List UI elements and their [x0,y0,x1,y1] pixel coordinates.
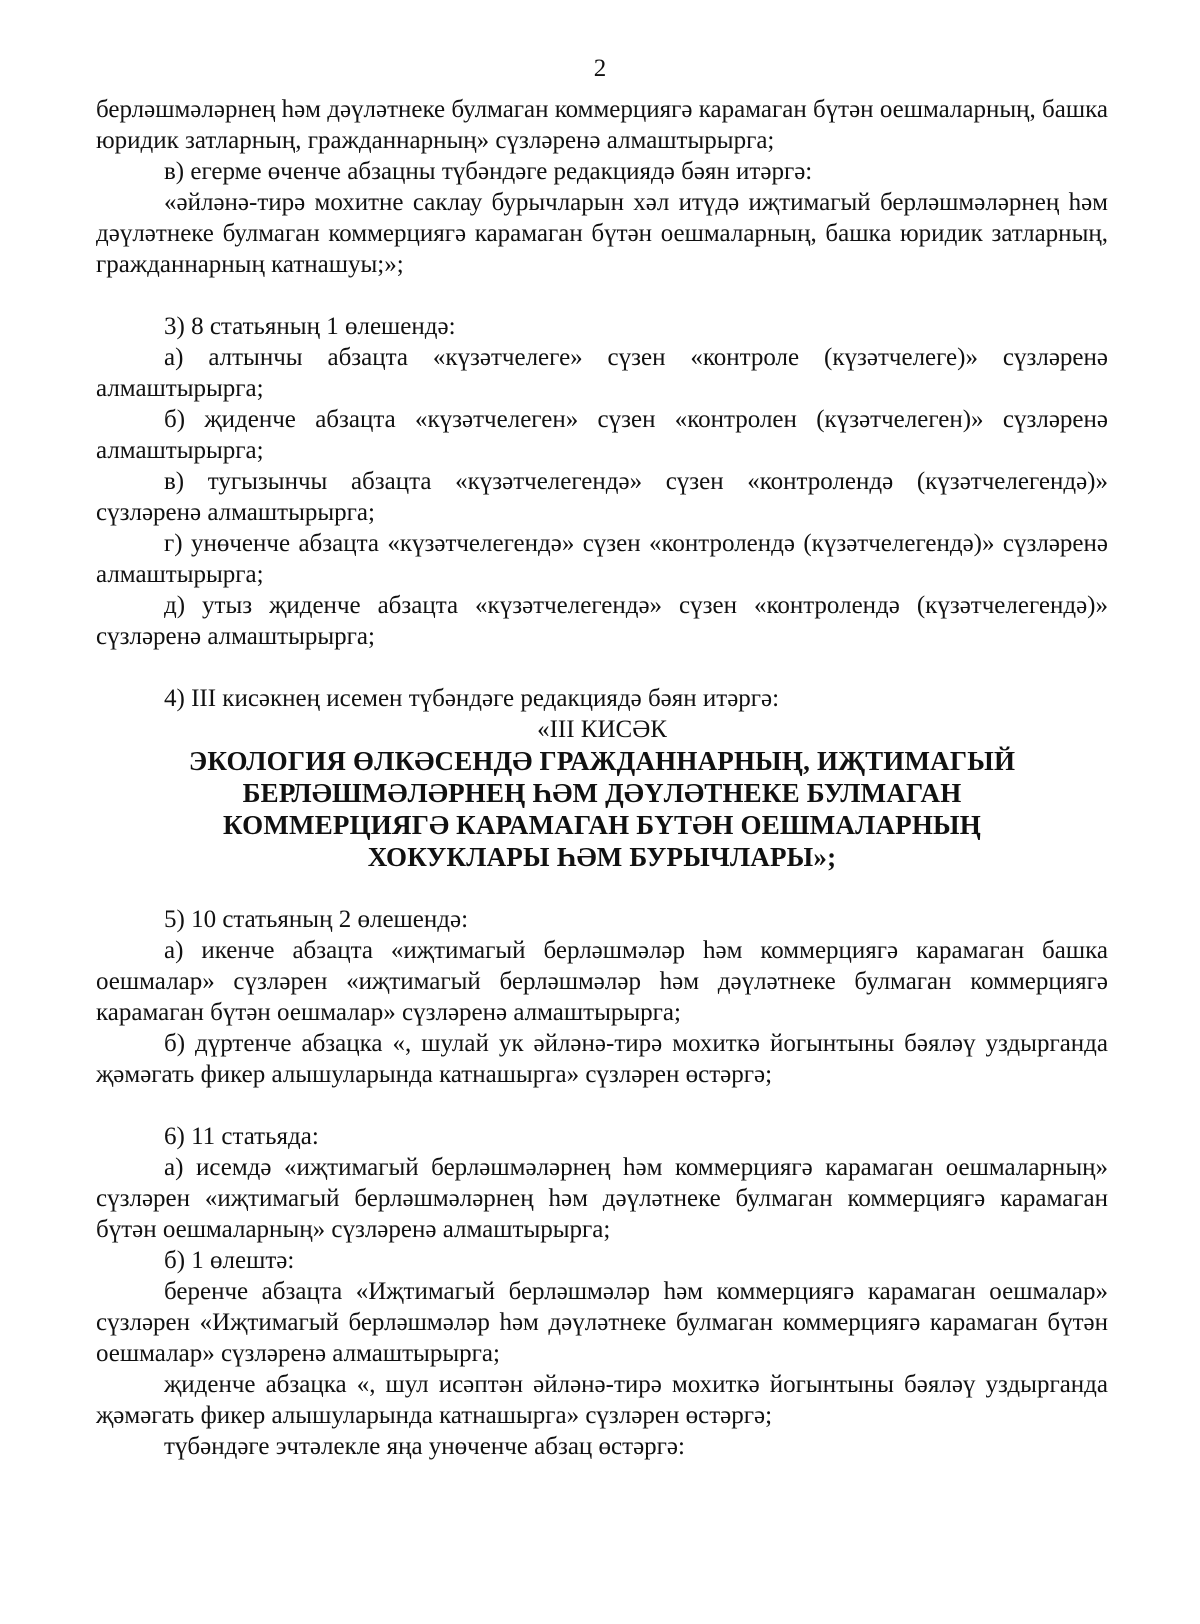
paragraph-new-abzac: түбәндәге эчтәлекле яңа унөченче абзац өстәргә: [164,1433,685,1460]
paragraph-first-abzac: беренче абзацта «Иҗтимагый берләшмәләр һәм коммерциягә карамаган оешмалар» сүзләрен «Иҗтимагый берләшмәләр һәм дәүләтнеке булмаган коммерциягә карамаган бүтән оешмалар» сүзләренә алмаштырырга; [96,1278,1108,1367]
paragraph-item-b3: б) 1 өлештә: [164,1247,295,1274]
paragraph-item-a2: а) икенче абзацта «иҗтимагый берләшмәләр һәм коммерциягә карамаган башка оешмалар» сүзләрен «иҗтимагый берләшмәләр һәм дәүләтнеке булмаган коммерциягә карамаган бүтән оешмалар» сүзләренә алмаштырырга; [96,937,1108,1026]
paragraph-item-5: 5) 10 статьяның 2 өлешендә: [164,906,469,933]
paragraph-item-b2: б) дүртенче абзацка «, шулай ук әйләнә-тирә мохиткә йогынтыны бәяләү уздырганда җәмәгать фикер алышуларында катнашырга» сүзләрен өстәргә; [96,1030,1108,1088]
paragraph-item-d: д) утыз җиденче абзацта «күзәтчелегендә» сүзен «контролендә (күзәтчелегендә)» сүзләренә алмаштырырга; [96,592,1108,650]
paragraph-item-b: б) җиденче абзацта «күзәтчелеген» сүзен «контролен (күзәтчелеген)» сүзләренә алмаштырырга; [96,406,1108,464]
page-number: 2 [593,55,607,82]
paragraph-item-6: 6) 11 статьяда: [164,1123,319,1150]
paragraph-item-a3: а) исемдә «иҗтимагый берләшмәләрнең һәм коммерциягә карамаган оешмаларның» сүзләрен «иҗтимагый берләшмәләрнең һәм дәүләтнеке булмаган коммерциягә карамаган бүтән оешмаларның» сүзләренә алмаштырырга; [96,1154,1108,1243]
paragraph-item-4: 4) III кисәкнең исемен түбәндәге редакциядә бәян итәргә: [164,685,780,712]
paragraph-gap [96,280,1108,311]
section-heading-tail: »; [813,842,837,872]
paragraph-item-v: в) егерме өченче абзацны түбәндәге редакциядә бәян итәргә: [164,158,813,185]
paragraph-item-v2: в) тугызынчы абзацта «күзәтчелегендә» сүзен «контролендә (күзәтчелегендә)» сүзләренә алмаштырырга; [96,468,1108,526]
paragraph-item-3: 3) 8 статьяның 1 өлешендә: [164,313,456,340]
section-heading-text: ЭКОЛОГИЯ ӨЛКӘСЕНДӘ ГРАЖДАННАРНЫҢ, ИҖТИМАГЫЙ БЕРЛӘШМӘЛӘРНЕҢ ҺӘМ ДӘҮЛӘТНЕКЕ БУЛМАГАН КОММЕРЦИЯГӘ КАРАМАГАН БҮТӘН ОЕШМАЛАРНЫҢ ХОКУКЛАРЫ ҺӘМ БУРЫЧЛАРЫ [188,746,1016,872]
paragraph-gap [96,1090,1108,1121]
section-label: «III КИСӘК [537,716,667,743]
paragraph-seventh-abzac: җиденче абзацка «, шул исәптән әйләнә-тирә мохиткә йогынтыны бәяләү уздырганда җәмәгать фикер алышуларында катнашырга» сүзләрен өстәргә; [96,1371,1108,1429]
paragraph-item-a: а) алтынчы абзацта «күзәтчелеге» сүзен «контроле (күзәтчелеге)» сүзләренә алмаштырырга; [96,344,1108,402]
paragraph-item-g: г) унөченче абзацта «күзәтчелегендә» сүзен «контролендә (күзәтчелегендә)» сүзләренә алмаштырырга; [96,530,1108,588]
paragraph-quote: «әйләнә-тирә мохитне саклау бурычларын хәл итүдә иҗтимагый берләшмәләрнең һәм дәүләтнеке булмаган коммерциягә карамаган бүтән оешмаларның, башка юридик затларның, гражданнарның катнашуы;»; [96,189,1108,278]
paragraph-gap [96,652,1108,683]
document-body [96,94,1108,1462]
paragraph-continuation: берләшмәләрнең һәм дәүләтнеке булмаган коммерциягә карамаган бүтән оешмаларның, башка юридик затларның, гражданнарның» сүзләренә алмаштырырга; [96,96,1108,154]
paragraph-gap [96,873,1108,904]
section-heading [96,745,1108,873]
